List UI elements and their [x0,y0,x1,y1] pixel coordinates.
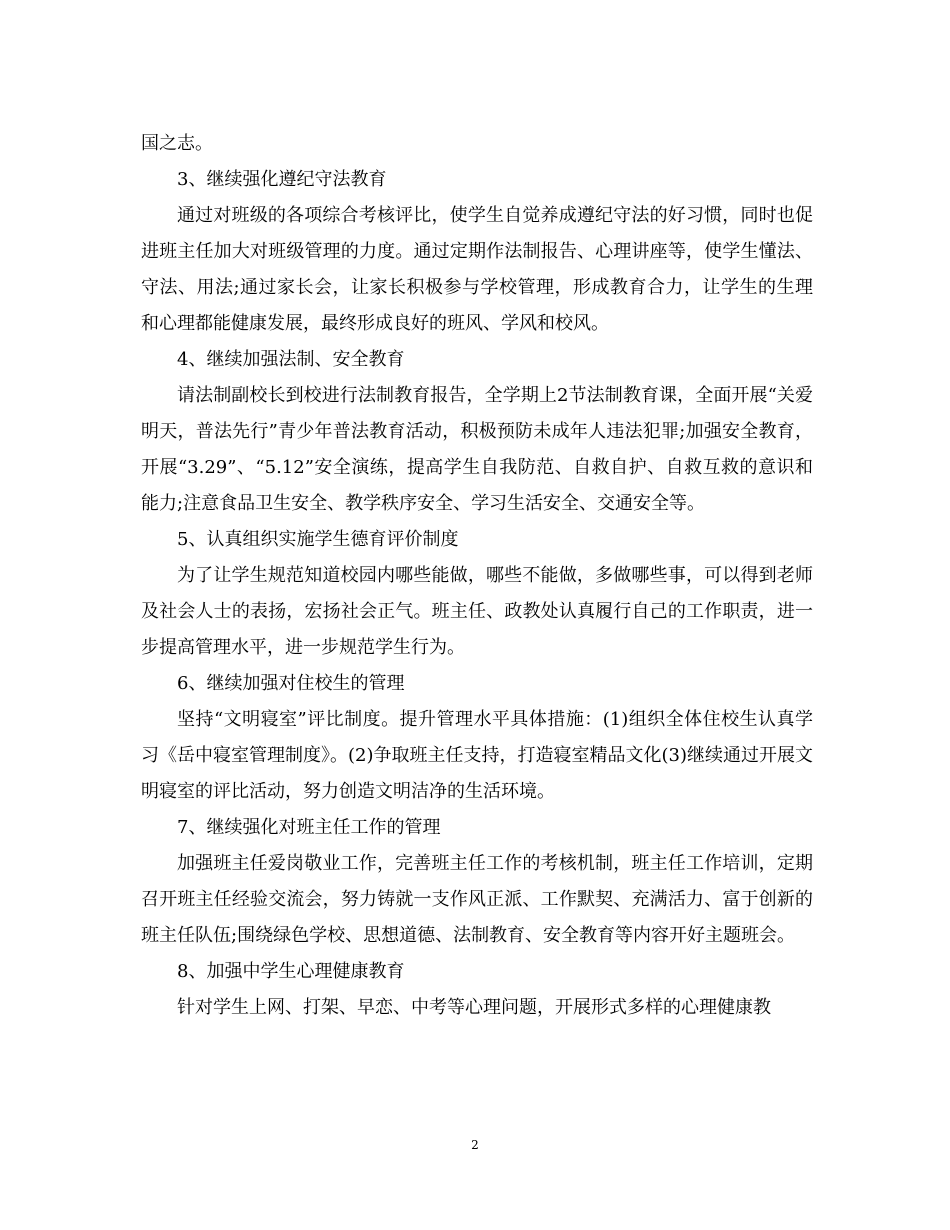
section-heading-8: 8、加强中学生心理健康教育 [177,961,405,982]
section-heading-7: 7、继续强化对班主任工作的管理 [177,817,441,838]
section-body-4: 请法制副校长到校进行法制教育报告，全学期上2节法制教育课，全面开展“关爱明天，普法先行”青少年普法教育活动，积极预防未成年人违法犯罪;加强安全教育，开展“3.29”、“5.12”安全演练，提高学生自我防范、自救自护、自救互救的意识和能力;注意食品卫生安全、教学秩序安全、学习生活安全、交通安全等。 [141,385,813,514]
section-heading-3: 3、继续强化遵纪守法教育 [177,169,387,190]
section-body-5: 为了让学生规范知道校园内哪些能做，哪些不能做，多做哪些事，可以得到老师及社会人士的表扬，宏扬社会正气。班主任、政教处认真履行自己的工作职责，进一步提高管理水平，进一步规范学生行为。 [141,565,813,658]
page-number: 2 [471,1138,479,1152]
section-heading-4: 4、继续加强法制、安全教育 [177,349,405,370]
section-body-7: 加强班主任爱岗敬业工作，完善班主任工作的考核机制，班主任工作培训，定期召开班主任经验交流会，努力铸就一支作风正派、工作默契、充满活力、富于创新的班主任队伍;围绕绿色学校、思想道德、法制教育、安全教育等内容开好主题班会。 [141,853,813,946]
section-heading-5: 5、认真组织实施学生德育评价制度 [177,529,459,550]
section-body-3: 通过对班级的各项综合考核评比，使学生自觉养成遵纪守法的好习惯，同时也促进班主任加大对班级管理的力度。通过定期作法制报告、心理讲座等，使学生懂法、守法、用法;通过家长会，让家长积极参与学校管理，形成教育合力，让学生的生理和心理都能健康发展，最终形成良好的班风、学风和校风。 [141,205,813,334]
section-body-6: 坚持“文明寝室”评比制度。提升管理水平具体措施：(1)组织全体住校生认真学习《岳中寝室管理制度》。(2)争取班主任支持，打造寝室精品文化(3)继续通过开展文明寝室的评比活动，努力创造文明洁净的生活环境。 [141,709,813,802]
section-heading-6: 6、继续加强对住校生的管理 [177,673,405,694]
page-body [141,126,813,1026]
section-body-8: 针对学生上网、打架、早恋、中考等心理问题，开展形式多样的心理健康教 [177,997,771,1018]
continuation-text: 国之志。 [141,133,213,154]
